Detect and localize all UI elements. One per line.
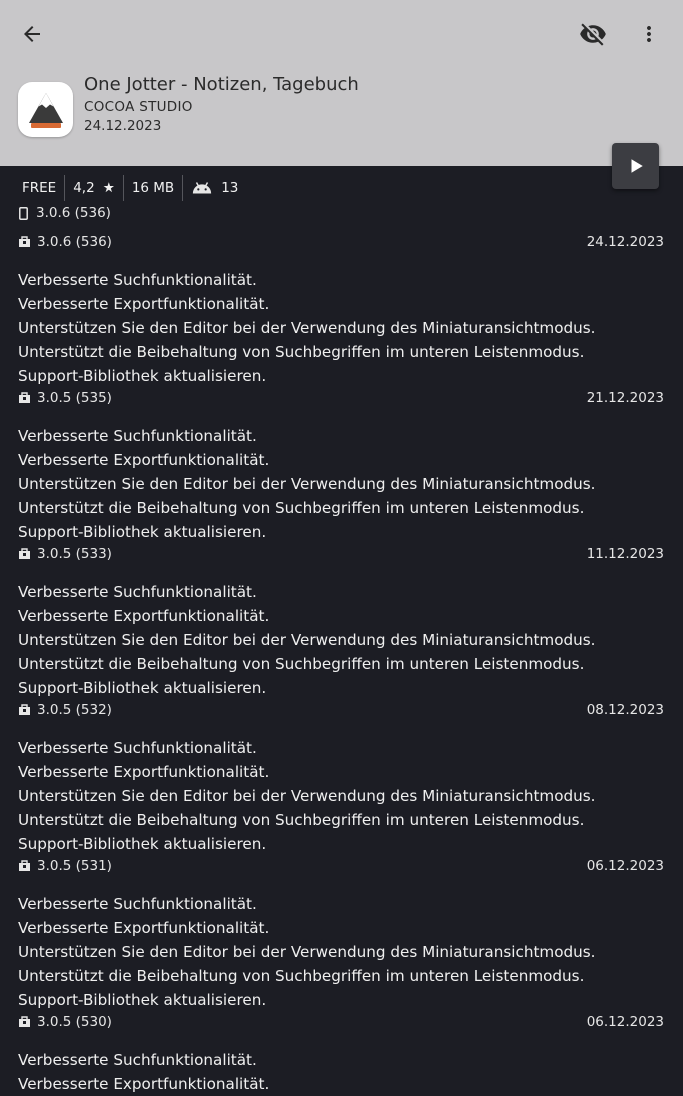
release-note: Verbesserte Suchfunktionalität.	[18, 1051, 257, 1069]
release-version: 3.0.6 (536)	[37, 234, 112, 250]
app-developer[interactable]: COCOA STUDIO	[84, 99, 193, 115]
price-label: FREE	[22, 180, 57, 196]
release-note: Support-Bibliothek aktualisieren.	[18, 367, 267, 385]
release-item	[18, 856, 664, 1012]
release-note: Verbesserte Exportfunktionalität.	[18, 919, 270, 937]
release-note: Verbesserte Exportfunktionalität.	[18, 1075, 270, 1093]
sdk-value: 13	[221, 180, 239, 196]
installed-version-label: 3.0.6 (536)	[36, 205, 111, 221]
release-date: 24.12.2023	[586, 234, 664, 250]
release-note: Unterstützt die Beibehaltung von Suchbegriffen im unteren Leistenmodus.	[18, 499, 585, 517]
package-icon	[18, 548, 31, 560]
release-note: Unterstützt die Beibehaltung von Suchbegriffen im unteren Leistenmodus.	[18, 655, 585, 673]
release-version: 3.0.5 (532)	[37, 702, 112, 718]
release-note: Unterstützen Sie den Editor bei der Verwendung des Miniaturansichtmodus.	[18, 943, 596, 961]
release-version: 3.0.5 (533)	[37, 546, 112, 562]
release-note: Unterstützen Sie den Editor bei der Verwendung des Miniaturansichtmodus.	[18, 631, 596, 649]
release-note: Verbesserte Suchfunktionalität.	[18, 739, 257, 757]
release-item	[18, 232, 664, 388]
phone-icon	[18, 207, 29, 220]
rating-value: 4,2	[73, 180, 95, 196]
release-date: 06.12.2023	[586, 858, 664, 874]
release-date: 08.12.2023	[586, 702, 664, 718]
app-icon	[18, 82, 73, 137]
app-header	[0, 0, 683, 166]
release-item	[18, 1012, 664, 1096]
package-icon	[18, 704, 31, 716]
release-note: Verbesserte Suchfunktionalität.	[18, 271, 257, 289]
package-icon	[18, 392, 31, 404]
release-note: Verbesserte Suchfunktionalität.	[18, 427, 257, 445]
arrow-back-icon	[20, 22, 44, 46]
release-note: Support-Bibliothek aktualisieren.	[18, 679, 267, 697]
size-stat	[124, 180, 182, 196]
size-value: 16 MB	[131, 180, 175, 196]
release-note: Unterstützt die Beibehaltung von Suchbegriffen im unteren Leistenmodus.	[18, 967, 585, 985]
play-icon	[627, 157, 645, 175]
app-date: 24.12.2023	[84, 118, 162, 134]
rating-stat	[65, 180, 123, 196]
release-note: Verbesserte Exportfunktionalität.	[18, 607, 270, 625]
sdk-stat	[183, 180, 246, 196]
eye-off-icon	[579, 20, 607, 48]
package-icon	[18, 236, 31, 248]
release-date: 06.12.2023	[586, 1014, 664, 1030]
package-icon	[18, 860, 31, 872]
more-options-button[interactable]	[632, 16, 666, 52]
release-note: Unterstützen Sie den Editor bei der Verwendung des Miniaturansichtmodus.	[18, 475, 596, 493]
release-note: Verbesserte Suchfunktionalität.	[18, 895, 257, 913]
release-item	[18, 544, 664, 700]
play-button[interactable]	[612, 143, 659, 189]
hide-app-button[interactable]	[574, 16, 612, 52]
release-note: Support-Bibliothek aktualisieren.	[18, 835, 267, 853]
star-icon: ★	[102, 180, 115, 196]
release-note: Verbesserte Suchfunktionalität.	[18, 583, 257, 601]
back-button[interactable]	[14, 16, 50, 52]
release-version: 3.0.5 (535)	[37, 390, 112, 406]
package-icon	[18, 1016, 31, 1028]
release-note: Unterstützen Sie den Editor bei der Verwendung des Miniaturansichtmodus.	[18, 787, 596, 805]
release-note: Support-Bibliothek aktualisieren.	[18, 991, 267, 1009]
release-date: 11.12.2023	[586, 546, 664, 562]
release-note: Verbesserte Exportfunktionalität.	[18, 295, 270, 313]
release-note: Verbesserte Exportfunktionalität.	[18, 451, 270, 469]
release-version: 3.0.5 (530)	[37, 1014, 112, 1030]
release-item	[18, 700, 664, 856]
installed-version	[18, 205, 111, 221]
stats-row	[14, 175, 246, 201]
price-stat	[14, 180, 64, 196]
release-date: 21.12.2023	[586, 390, 664, 406]
release-item	[18, 388, 664, 544]
release-note: Unterstützt die Beibehaltung von Suchbegriffen im unteren Leistenmodus.	[18, 811, 585, 829]
release-note: Support-Bibliothek aktualisieren.	[18, 523, 267, 541]
release-note: Unterstützen Sie den Editor bei der Verwendung des Miniaturansichtmodus.	[18, 319, 596, 337]
more-vert-icon	[637, 22, 661, 46]
release-note: Unterstützt die Beibehaltung von Suchbegriffen im unteren Leistenmodus.	[18, 343, 585, 361]
android-icon	[191, 181, 213, 195]
release-version: 3.0.5 (531)	[37, 858, 112, 874]
mountain-logo-icon	[26, 90, 66, 130]
release-note: Verbesserte Exportfunktionalität.	[18, 763, 270, 781]
app-title: One Jotter - Notizen, Tagebuch	[84, 74, 359, 95]
